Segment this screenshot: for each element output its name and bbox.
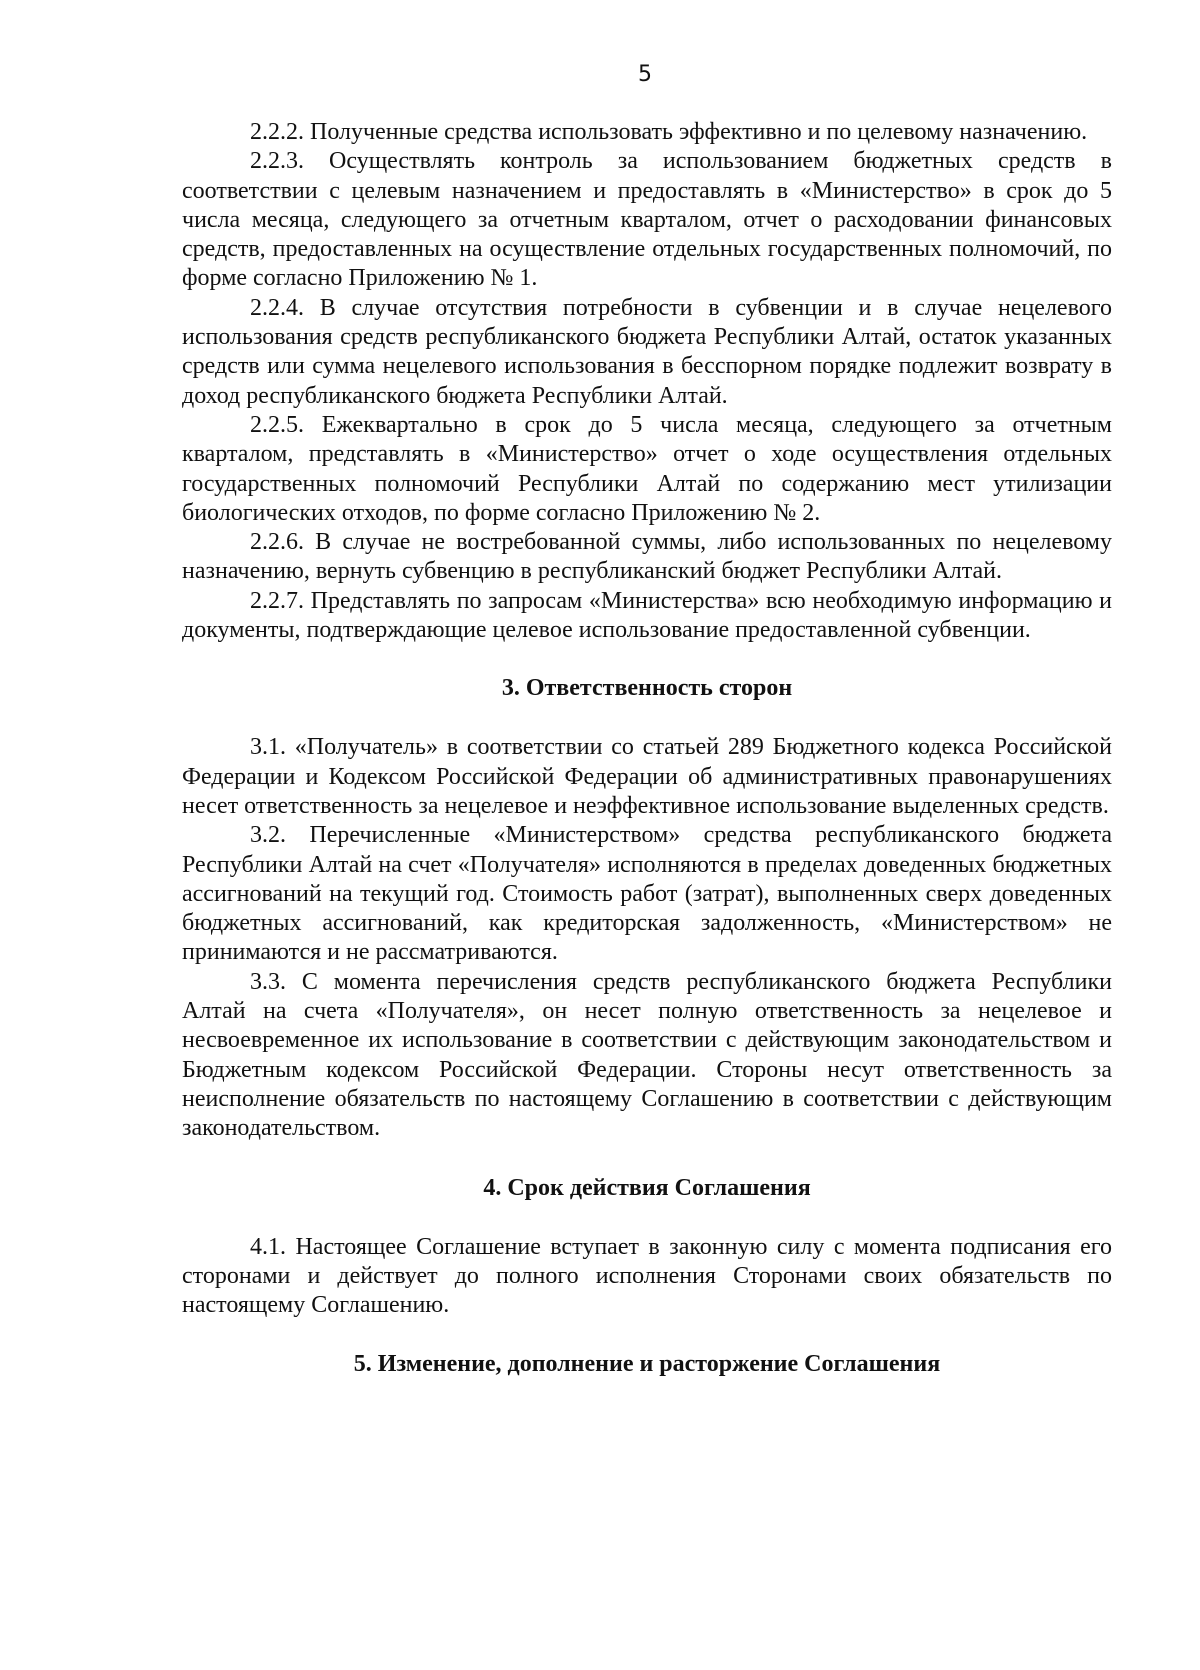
paragraph-3-2: 3.2. Перечисленные «Министерством» средства республиканского бюджета Республики Алтай на счет «Получателя» исполняются в пределах доведенных бюджетных ассигнований на текущий год. Стоимость работ (затрат), выполненных сверх доведенных бюджетных ассигнований, как кредиторская задолженность, «Министерством» не принимаются и не рассматриваются. (182, 822, 1112, 966)
section-4-heading: 4. Срок действия Соглашения (483, 1174, 811, 1201)
paragraph-4-1: 4.1. Настоящее Соглашение вступает в законную силу с момента подписания его сторонами и действует до полного исполнения Сторонами своих обязательств по настоящему Соглашению. (182, 1233, 1112, 1319)
paragraph-2-2-2: 2.2.2. Полученные средства использовать эффективно и по целевому назначению. (250, 119, 1088, 145)
paragraph-2-2-4: 2.2.4. В случае отсутствия потребности в субвенции и в случае нецелевого использования средств республиканского бюджета Республики Алтай, остаток указанных средств или сумма нецелевого использования в бесспорном порядке подлежит возврату в доход республиканского бюджета Республики Алтай. (182, 294, 1112, 409)
paragraph-2-2-7: 2.2.7. Представлять по запросам «Министерства» всю необходимую информацию и документы, подтверждающие целевое использование предоставленной субвенции. (182, 587, 1112, 644)
section-5-heading: 5. Изменение, дополнение и расторжение Соглашения (353, 1351, 941, 1378)
paragraph-3-1: 3.1. «Получатель» в соответствии со статьей 289 Бюджетного кодекса Российской Федерации и Кодексом Российской Федерации об административных правонарушениях несет ответственность за нецелевое и неэффективное использование выделенных средств. (182, 734, 1112, 819)
paragraph-2-2-6: 2.2.6. В случае не востребованной суммы, либо использованных по нецелевому назначению, вернуть субвенцию в республиканский бюджет Республики Алтай. (182, 529, 1112, 585)
page-number: 5 (638, 62, 652, 87)
section-3-heading: 3. Ответственность сторон (501, 675, 793, 702)
paragraph-2-2-3: 2.2.3. Осуществлять контроль за использованием бюджетных средств в соответствии с целевым назначением и предоставлять в «Министерство» в срок до 5 числа месяца, следующего за отчетным кварталом, отчет о расходовании финансовых средств, предоставленных на осуществление отдельных государственных полномочий, по форме согласно Приложению № 1. (182, 148, 1112, 292)
document-body (182, 118, 1112, 1379)
paragraph-3-3: 3.3. С момента перечисления средств республиканского бюджета Республики Алтай на счета «Получателя», он несет полную ответственность за нецелевое и несвоевременное их использование в соответствии с действующим законодательством и Бюджетным кодексом Российской Федерации. Стороны несут ответственность за неисполнение обязательств по настоящему Соглашению в соответствии с действующим законодательством. (182, 968, 1112, 1142)
paragraph-2-2-5: 2.2.5. Ежеквартально в срок до 5 числа месяца, следующего за отчетным кварталом, представлять в «Министерство» отчет о ходе осуществления отдельных государственных полномочий Республики Алтай по содержанию мест утилизации биологических отходов, по форме согласно Приложению № 2. (182, 411, 1112, 526)
